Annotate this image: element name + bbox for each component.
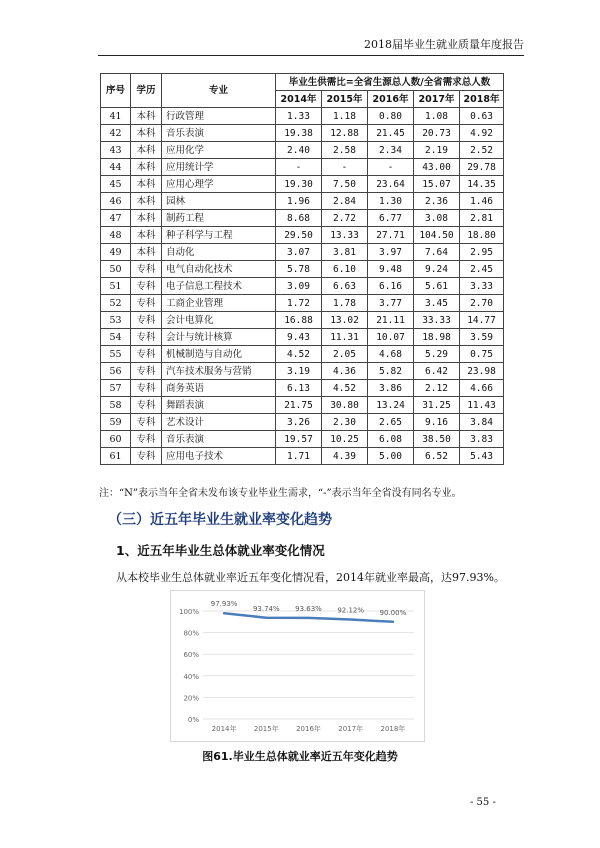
row-number: 53: [101, 312, 131, 329]
row-ratio-value: 5.82: [368, 363, 414, 380]
header-year: 2017年: [414, 91, 460, 108]
row-number: 55: [101, 346, 131, 363]
row-ratio-value: 5.29: [414, 346, 460, 363]
row-ratio-value: 19.30: [276, 176, 322, 193]
row-ratio-value: 4.66: [460, 380, 504, 397]
row-ratio-value: 2.30: [322, 414, 368, 431]
row-ratio-value: 43.00: [414, 159, 460, 176]
header-year: 2015年: [322, 91, 368, 108]
row-degree: 专科: [131, 312, 162, 329]
row-degree: 专科: [131, 329, 162, 346]
header-ratio-group: 毕业生供需比=全省生源总人数/全省需求总人数: [276, 74, 504, 91]
row-ratio-value: 6.52: [414, 448, 460, 465]
supply-demand-table: [100, 73, 504, 465]
row-number: 57: [101, 380, 131, 397]
row-ratio-value: 9.16: [414, 414, 460, 431]
row-ratio-value: 3.86: [368, 380, 414, 397]
table-row: [101, 346, 504, 363]
table-row: [101, 108, 504, 125]
row-ratio-value: 38.50: [414, 431, 460, 448]
row-ratio-value: 2.81: [460, 210, 504, 227]
row-degree: 专科: [131, 448, 162, 465]
data-label: 92.12%: [337, 606, 365, 615]
row-ratio-value: 3.08: [414, 210, 460, 227]
x-tick-label: 2016年: [296, 725, 321, 733]
row-major: 音乐表演: [162, 125, 276, 142]
row-ratio-value: 20.73: [414, 125, 460, 142]
row-number: 45: [101, 176, 131, 193]
row-ratio-value: 2.19: [414, 142, 460, 159]
row-major: 自动化: [162, 244, 276, 261]
row-number: 61: [101, 448, 131, 465]
row-ratio-value: 2.58: [322, 142, 368, 159]
row-ratio-value: 3.59: [460, 329, 504, 346]
row-ratio-value: 19.57: [276, 431, 322, 448]
row-ratio-value: 3.77: [368, 295, 414, 312]
chart-svg: [171, 591, 424, 741]
body-paragraph: 从本校毕业生总体就业率近五年变化情况看，2014年就业率最高，达97.93%。: [116, 571, 505, 584]
row-degree: 专科: [131, 346, 162, 363]
row-ratio-value: 4.68: [368, 346, 414, 363]
y-tick-label: 80%: [183, 629, 199, 638]
row-ratio-value: 15.07: [414, 176, 460, 193]
row-ratio-value: 4.92: [460, 125, 504, 142]
row-ratio-value: 9.43: [276, 329, 322, 346]
row-number: 42: [101, 125, 131, 142]
row-degree: 专科: [131, 397, 162, 414]
table-row: [101, 380, 504, 397]
table-row: [101, 329, 504, 346]
row-ratio-value: 14.35: [460, 176, 504, 193]
row-ratio-value: 18.98: [414, 329, 460, 346]
row-ratio-value: 6.63: [322, 278, 368, 295]
row-ratio-value: 30.80: [322, 397, 368, 414]
header-no: 序号: [101, 74, 131, 108]
row-number: 43: [101, 142, 131, 159]
row-ratio-value: 5.00: [368, 448, 414, 465]
figure-caption: 图61.毕业生总体就业率近五年变化趋势: [202, 750, 398, 763]
row-ratio-value: 4.39: [322, 448, 368, 465]
row-degree: 专科: [131, 380, 162, 397]
row-ratio-value: 6.42: [414, 363, 460, 380]
y-tick-label: 40%: [183, 672, 199, 681]
row-degree: 本科: [131, 108, 162, 125]
row-degree: 本科: [131, 176, 162, 193]
row-ratio-value: 18.80: [460, 227, 504, 244]
row-degree: 本科: [131, 244, 162, 261]
section-title: （三）近五年毕业生就业率变化趋势: [108, 512, 332, 528]
row-major: 电子信息工程技术: [162, 278, 276, 295]
y-tick-label: 100%: [178, 608, 199, 616]
row-ratio-value: -: [368, 159, 414, 176]
table-row: [101, 414, 504, 431]
row-major: 机械制造与自动化: [162, 346, 276, 363]
table-row: [101, 278, 504, 295]
row-ratio-value: 9.48: [368, 261, 414, 278]
row-ratio-value: 2.84: [322, 193, 368, 210]
row-ratio-value: 6.77: [368, 210, 414, 227]
row-ratio-value: 11.31: [322, 329, 368, 346]
row-number: 49: [101, 244, 131, 261]
row-degree: 专科: [131, 431, 162, 448]
row-major: 会计与统计核算: [162, 329, 276, 346]
row-ratio-value: 2.05: [322, 346, 368, 363]
row-ratio-value: -: [322, 159, 368, 176]
row-ratio-value: 13.24: [368, 397, 414, 414]
header-year: 2014年: [276, 91, 322, 108]
row-ratio-value: 5.61: [414, 278, 460, 295]
row-ratio-value: 2.70: [460, 295, 504, 312]
table-row: [101, 431, 504, 448]
employment-rate-chart: [170, 590, 425, 742]
row-ratio-value: 1.96: [276, 193, 322, 210]
row-degree: 专科: [131, 261, 162, 278]
header-year: 2016年: [368, 91, 414, 108]
row-ratio-value: 3.83: [460, 431, 504, 448]
row-ratio-value: 3.84: [460, 414, 504, 431]
row-degree: 本科: [131, 227, 162, 244]
row-ratio-value: 4.52: [322, 380, 368, 397]
row-degree: 本科: [131, 159, 162, 176]
table-row: [101, 227, 504, 244]
data-label: 93.63%: [295, 604, 322, 613]
row-ratio-value: 6.08: [368, 431, 414, 448]
row-ratio-value: 104.50: [414, 227, 460, 244]
table-row: [101, 125, 504, 142]
y-tick-label: 20%: [183, 694, 199, 703]
series-line: [224, 613, 393, 622]
table-row: [101, 295, 504, 312]
x-tick-label: 2014年: [211, 725, 237, 733]
header-degree: 学历: [131, 74, 162, 108]
header-year: 2018年: [460, 91, 504, 108]
row-ratio-value: 4.52: [276, 346, 322, 363]
page-header: 2018届毕业生就业质量年度报告: [364, 38, 524, 51]
row-major: 电气自动化技术: [162, 261, 276, 278]
row-ratio-value: 6.10: [322, 261, 368, 278]
row-ratio-value: 7.64: [414, 244, 460, 261]
row-ratio-value: 2.34: [368, 142, 414, 159]
row-ratio-value: 4.36: [322, 363, 368, 380]
row-ratio-value: 10.07: [368, 329, 414, 346]
row-degree: 本科: [131, 125, 162, 142]
table-row: [101, 142, 504, 159]
row-ratio-value: 29.78: [460, 159, 504, 176]
row-ratio-value: 3.33: [460, 278, 504, 295]
row-ratio-value: 1.71: [276, 448, 322, 465]
row-major: 应用化学: [162, 142, 276, 159]
row-ratio-value: 31.25: [414, 397, 460, 414]
row-ratio-value: 2.45: [460, 261, 504, 278]
x-tick-label: 2015年: [253, 725, 279, 733]
x-tick-label: 2018年: [380, 725, 406, 733]
row-ratio-value: 21.75: [276, 397, 322, 414]
table-row: [101, 210, 504, 227]
row-number: 50: [101, 261, 131, 278]
row-major: 艺术设计: [162, 414, 276, 431]
row-ratio-value: 8.68: [276, 210, 322, 227]
row-ratio-value: 6.16: [368, 278, 414, 295]
row-ratio-value: 23.98: [460, 363, 504, 380]
row-ratio-value: 3.09: [276, 278, 322, 295]
row-ratio-value: 10.25: [322, 431, 368, 448]
row-number: 58: [101, 397, 131, 414]
row-ratio-value: 14.77: [460, 312, 504, 329]
data-label: 90.00%: [379, 608, 407, 617]
row-ratio-value: 2.65: [368, 414, 414, 431]
row-ratio-value: 3.81: [322, 244, 368, 261]
row-major: 工商企业管理: [162, 295, 276, 312]
row-major: 园林: [162, 193, 276, 210]
row-ratio-value: 13.02: [322, 312, 368, 329]
row-degree: 本科: [131, 193, 162, 210]
row-major: 种子科学与工程: [162, 227, 276, 244]
row-ratio-value: 2.40: [276, 142, 322, 159]
row-ratio-value: 6.13: [276, 380, 322, 397]
row-ratio-value: 33.33: [414, 312, 460, 329]
row-number: 46: [101, 193, 131, 210]
row-ratio-value: 0.63: [460, 108, 504, 125]
row-ratio-value: 3.26: [276, 414, 322, 431]
table-row: [101, 448, 504, 465]
row-ratio-value: 2.36: [414, 193, 460, 210]
row-ratio-value: 16.88: [276, 312, 322, 329]
header-rule: [98, 55, 524, 56]
page-number: - 55 -: [470, 797, 496, 808]
data-label: 97.93%: [210, 600, 238, 609]
row-major: 音乐表演: [162, 431, 276, 448]
row-ratio-value: 1.72: [276, 295, 322, 312]
row-major: 应用心理学: [162, 176, 276, 193]
row-ratio-value: 12.88: [322, 125, 368, 142]
row-ratio-value: 3.45: [414, 295, 460, 312]
row-degree: 本科: [131, 210, 162, 227]
row-ratio-value: 1.30: [368, 193, 414, 210]
row-ratio-value: 13.33: [322, 227, 368, 244]
row-degree: 专科: [131, 414, 162, 431]
y-tick-label: 60%: [183, 651, 199, 660]
row-ratio-value: 3.97: [368, 244, 414, 261]
row-ratio-value: 3.19: [276, 363, 322, 380]
row-ratio-value: 0.75: [460, 346, 504, 363]
row-ratio-value: -: [276, 159, 322, 176]
row-number: 52: [101, 295, 131, 312]
table-row: [101, 244, 504, 261]
subsection-title: 1、近五年毕业生总体就业率变化情况: [116, 543, 325, 558]
row-major: 会计电算化: [162, 312, 276, 329]
row-ratio-value: 1.33: [276, 108, 322, 125]
row-major: 应用统计学: [162, 159, 276, 176]
row-number: 56: [101, 363, 131, 380]
row-major: 应用电子技术: [162, 448, 276, 465]
row-degree: 专科: [131, 278, 162, 295]
row-ratio-value: 29.50: [276, 227, 322, 244]
row-ratio-value: 5.78: [276, 261, 322, 278]
table-row: [101, 312, 504, 329]
row-number: 44: [101, 159, 131, 176]
row-ratio-value: 1.46: [460, 193, 504, 210]
row-number: 41: [101, 108, 131, 125]
row-ratio-value: 2.12: [414, 380, 460, 397]
row-ratio-value: 19.38: [276, 125, 322, 142]
row-ratio-value: 3.07: [276, 244, 322, 261]
row-major: 行政管理: [162, 108, 276, 125]
table-row: [101, 159, 504, 176]
table-row: [101, 176, 504, 193]
row-major: 汽车技术服务与营销: [162, 363, 276, 380]
data-label: 93.74%: [252, 604, 280, 613]
row-number: 47: [101, 210, 131, 227]
row-number: 54: [101, 329, 131, 346]
row-degree: 专科: [131, 363, 162, 380]
row-degree: 专科: [131, 295, 162, 312]
table-row: [101, 363, 504, 380]
header-major: 专业: [162, 74, 276, 108]
row-ratio-value: 1.08: [414, 108, 460, 125]
row-number: 60: [101, 431, 131, 448]
table-row: [101, 397, 504, 414]
row-ratio-value: 5.43: [460, 448, 504, 465]
table-note: 注：“N”表示当年全省未发布该专业毕业生需求，“-”表示当年全省没有同名专业。: [99, 488, 462, 499]
row-number: 48: [101, 227, 131, 244]
y-tick-label: 0%: [187, 716, 199, 724]
row-number: 59: [101, 414, 131, 431]
row-ratio-value: 21.45: [368, 125, 414, 142]
row-ratio-value: 2.72: [322, 210, 368, 227]
row-ratio-value: 7.50: [322, 176, 368, 193]
row-ratio-value: 0.80: [368, 108, 414, 125]
row-number: 51: [101, 278, 131, 295]
row-degree: 本科: [131, 142, 162, 159]
table-row: [101, 193, 504, 210]
row-ratio-value: 11.43: [460, 397, 504, 414]
row-ratio-value: 27.71: [368, 227, 414, 244]
x-tick-label: 2017年: [338, 725, 364, 733]
row-major: 制药工程: [162, 210, 276, 227]
row-ratio-value: 9.24: [414, 261, 460, 278]
row-ratio-value: 2.52: [460, 142, 504, 159]
row-major: 商务英语: [162, 380, 276, 397]
row-ratio-value: 2.95: [460, 244, 504, 261]
row-major: 舞蹈表演: [162, 397, 276, 414]
row-ratio-value: 21.11: [368, 312, 414, 329]
table-row: [101, 261, 504, 278]
row-ratio-value: 23.64: [368, 176, 414, 193]
row-ratio-value: 1.18: [322, 108, 368, 125]
row-ratio-value: 1.78: [322, 295, 368, 312]
